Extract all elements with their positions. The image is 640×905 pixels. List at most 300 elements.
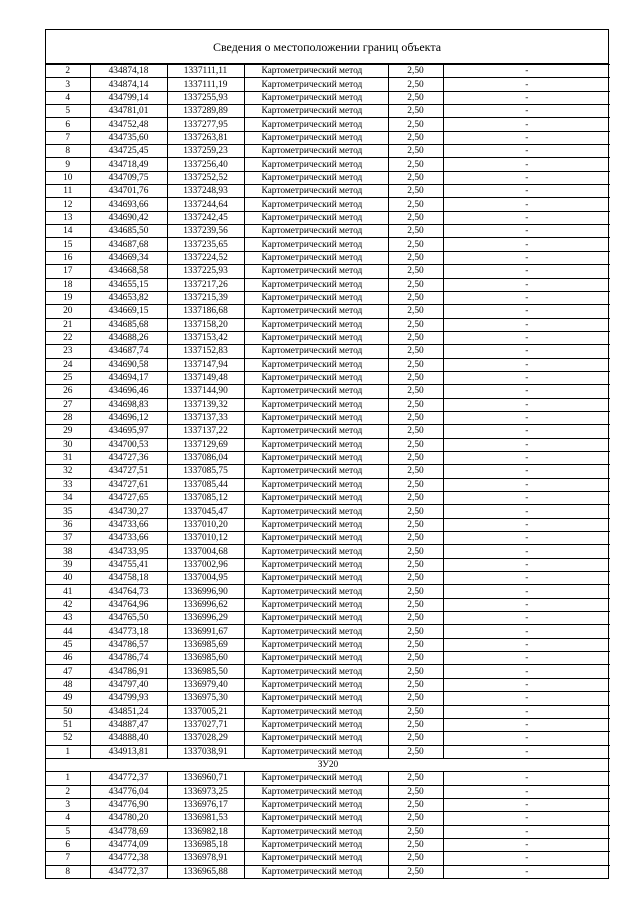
y-coordinate-cell: 1337144,90 (167, 385, 244, 398)
x-coordinate-cell: 434733,95 (90, 545, 167, 558)
y-coordinate-cell: 1337027,71 (167, 718, 244, 731)
y-coordinate-cell: 1337239,56 (167, 225, 244, 238)
table-row (46, 532, 610, 545)
note-cell: - (443, 598, 610, 611)
note-cell: - (443, 425, 610, 438)
method-cell: Картометрический метод (244, 438, 388, 451)
method-cell: Картометрический метод (244, 131, 388, 144)
accuracy-cell: 2,50 (388, 278, 443, 291)
note-cell: - (443, 318, 610, 331)
accuracy-cell: 2,50 (388, 492, 443, 505)
accuracy-cell: 2,50 (388, 772, 443, 785)
method-cell: Картометрический метод (244, 585, 388, 598)
x-coordinate-cell: 434874,14 (90, 78, 167, 91)
y-coordinate-cell: 1337224,52 (167, 251, 244, 264)
x-coordinate-cell: 434874,18 (90, 65, 167, 78)
x-coordinate-cell: 434799,93 (90, 692, 167, 705)
x-coordinate-cell: 434727,36 (90, 451, 167, 464)
note-cell: - (443, 518, 610, 531)
note-cell: - (443, 371, 610, 384)
y-coordinate-cell: 1337002,96 (167, 558, 244, 571)
note-cell: - (443, 131, 610, 144)
method-cell: Картометрический метод (244, 425, 388, 438)
point-number-cell: 46 (46, 652, 90, 665)
note-cell: - (443, 865, 610, 878)
point-number-cell: 24 (46, 358, 90, 371)
table-row (46, 585, 610, 598)
x-coordinate-cell: 434696,12 (90, 411, 167, 424)
point-number-cell: 28 (46, 411, 90, 424)
y-coordinate-cell: 1336985,18 (167, 838, 244, 851)
y-coordinate-cell: 1337252,52 (167, 171, 244, 184)
accuracy-cell: 2,50 (388, 131, 443, 144)
x-coordinate-cell: 434669,15 (90, 305, 167, 318)
y-coordinate-cell: 1337235,65 (167, 238, 244, 251)
y-coordinate-cell: 1337137,22 (167, 425, 244, 438)
method-cell: Картометрический метод (244, 411, 388, 424)
y-coordinate-cell: 1337085,75 (167, 465, 244, 478)
table-row (46, 638, 610, 651)
note-cell: - (443, 345, 610, 358)
note-cell: - (443, 385, 610, 398)
note-cell: - (443, 612, 610, 625)
point-number-cell: 5 (46, 825, 90, 838)
y-coordinate-cell: 1337225,93 (167, 265, 244, 278)
method-cell: Картометрический метод (244, 732, 388, 745)
x-coordinate-cell: 434718,49 (90, 158, 167, 171)
method-cell: Картометрический метод (244, 305, 388, 318)
point-number-cell: 34 (46, 492, 90, 505)
accuracy-cell: 2,50 (388, 358, 443, 371)
note-cell: - (443, 678, 610, 691)
y-coordinate-cell: 1337010,20 (167, 518, 244, 531)
point-number-cell: 8 (46, 145, 90, 158)
accuracy-cell: 2,50 (388, 625, 443, 638)
point-number-cell: 23 (46, 345, 90, 358)
accuracy-cell: 2,50 (388, 105, 443, 118)
point-number-cell: 14 (46, 225, 90, 238)
x-coordinate-cell: 434786,91 (90, 665, 167, 678)
table-row (46, 812, 610, 825)
table-row (46, 652, 610, 665)
note-cell: - (443, 852, 610, 865)
method-cell: Картометрический метод (244, 625, 388, 638)
table-row (46, 211, 610, 224)
accuracy-cell: 2,50 (388, 812, 443, 825)
method-cell: Картометрический метод (244, 638, 388, 651)
accuracy-cell: 2,50 (388, 171, 443, 184)
method-cell: Картометрический метод (244, 838, 388, 851)
note-cell: - (443, 572, 610, 585)
point-number-cell: 8 (46, 865, 90, 878)
method-cell: Картометрический метод (244, 238, 388, 251)
accuracy-cell: 2,50 (388, 692, 443, 705)
note-cell: - (443, 398, 610, 411)
point-number-cell: 51 (46, 718, 90, 731)
x-coordinate-cell: 434799,14 (90, 91, 167, 104)
table-row (46, 558, 610, 571)
accuracy-cell: 2,50 (388, 91, 443, 104)
y-coordinate-cell: 1336982,18 (167, 825, 244, 838)
note-cell: - (443, 798, 610, 811)
document-title: Сведения о местоположении границ объекта (46, 30, 608, 64)
x-coordinate-cell: 434727,61 (90, 478, 167, 491)
method-cell: Картометрический метод (244, 678, 388, 691)
point-number-cell: 33 (46, 478, 90, 491)
table-row (46, 118, 610, 131)
x-coordinate-cell: 434776,90 (90, 798, 167, 811)
x-coordinate-cell: 434696,46 (90, 385, 167, 398)
x-coordinate-cell: 434913,81 (90, 745, 167, 758)
table-row (46, 105, 610, 118)
note-cell: - (443, 558, 610, 571)
y-coordinate-cell: 1336981,53 (167, 812, 244, 825)
note-cell: - (443, 585, 610, 598)
point-number-cell: 5 (46, 105, 90, 118)
note-cell: - (443, 812, 610, 825)
x-coordinate-cell: 434851,24 (90, 705, 167, 718)
point-number-cell: 50 (46, 705, 90, 718)
y-coordinate-cell: 1337153,42 (167, 331, 244, 344)
method-cell: Картометрический метод (244, 331, 388, 344)
x-coordinate-cell: 434698,83 (90, 398, 167, 411)
accuracy-cell: 2,50 (388, 291, 443, 304)
x-coordinate-cell: 434774,09 (90, 838, 167, 851)
note-cell: - (443, 838, 610, 851)
point-number-cell: 18 (46, 278, 90, 291)
method-cell: Картометрический метод (244, 825, 388, 838)
table-row (46, 465, 610, 478)
x-coordinate-cell: 434888,40 (90, 732, 167, 745)
table-row (46, 185, 610, 198)
x-coordinate-cell: 434694,17 (90, 371, 167, 384)
document-sheet (45, 29, 609, 879)
x-coordinate-cell: 434752,48 (90, 118, 167, 131)
point-number-cell: 30 (46, 438, 90, 451)
table-row (46, 358, 610, 371)
note-cell: - (443, 638, 610, 651)
table-row (46, 785, 610, 798)
table-row (46, 612, 610, 625)
table-row (46, 278, 610, 291)
table-row (46, 251, 610, 264)
method-cell: Картометрический метод (244, 518, 388, 531)
accuracy-cell: 2,50 (388, 305, 443, 318)
x-coordinate-cell: 434733,66 (90, 532, 167, 545)
table-row (46, 572, 610, 585)
x-coordinate-cell: 434688,26 (90, 331, 167, 344)
note-cell: - (443, 78, 610, 91)
y-coordinate-cell: 1336979,40 (167, 678, 244, 691)
note-cell: - (443, 225, 610, 238)
table-row (46, 798, 610, 811)
table-row (46, 625, 610, 638)
point-number-cell: 11 (46, 185, 90, 198)
x-coordinate-cell: 434687,74 (90, 345, 167, 358)
method-cell: Картометрический метод (244, 171, 388, 184)
table-row (46, 171, 610, 184)
y-coordinate-cell: 1337045,47 (167, 505, 244, 518)
point-number-cell: 17 (46, 265, 90, 278)
x-coordinate-cell: 434765,50 (90, 612, 167, 625)
accuracy-cell: 2,50 (388, 478, 443, 491)
note-cell: - (443, 291, 610, 304)
y-coordinate-cell: 1337289,89 (167, 105, 244, 118)
y-coordinate-cell: 1337186,68 (167, 305, 244, 318)
x-coordinate-cell: 434797,40 (90, 678, 167, 691)
method-cell: Картометрический метод (244, 65, 388, 78)
accuracy-cell: 2,50 (388, 665, 443, 678)
table-row (46, 78, 610, 91)
table-row (46, 411, 610, 424)
table-row (46, 838, 610, 851)
note-cell: - (443, 185, 610, 198)
table-row (46, 371, 610, 384)
y-coordinate-cell: 1336960,71 (167, 772, 244, 785)
y-coordinate-cell: 1336985,69 (167, 638, 244, 651)
note-cell: - (443, 625, 610, 638)
section-label: ЗУ20 (46, 758, 610, 771)
note-cell: - (443, 265, 610, 278)
method-cell: Картометрический метод (244, 612, 388, 625)
accuracy-cell: 2,50 (388, 451, 443, 464)
x-coordinate-cell: 434727,65 (90, 492, 167, 505)
y-coordinate-cell: 1336975,30 (167, 692, 244, 705)
point-number-cell: 25 (46, 371, 90, 384)
point-number-cell: 42 (46, 598, 90, 611)
x-coordinate-cell: 434701,76 (90, 185, 167, 198)
point-number-cell: 4 (46, 91, 90, 104)
method-cell: Картометрический метод (244, 278, 388, 291)
point-number-cell: 7 (46, 131, 90, 144)
x-coordinate-cell: 434778,69 (90, 825, 167, 838)
note-cell: - (443, 532, 610, 545)
x-coordinate-cell: 434690,58 (90, 358, 167, 371)
method-cell: Картометрический метод (244, 91, 388, 104)
point-number-cell: 3 (46, 78, 90, 91)
y-coordinate-cell: 1336996,29 (167, 612, 244, 625)
method-cell: Картометрический метод (244, 211, 388, 224)
x-coordinate-cell: 434693,66 (90, 198, 167, 211)
table-row (46, 772, 610, 785)
accuracy-cell: 2,50 (388, 518, 443, 531)
y-coordinate-cell: 1337085,44 (167, 478, 244, 491)
method-cell: Картометрический метод (244, 572, 388, 585)
x-coordinate-cell: 434709,75 (90, 171, 167, 184)
point-number-cell: 1 (46, 772, 90, 785)
accuracy-cell: 2,50 (388, 718, 443, 731)
x-coordinate-cell: 434772,37 (90, 772, 167, 785)
note-cell: - (443, 745, 610, 758)
y-coordinate-cell: 1337259,23 (167, 145, 244, 158)
table-row (46, 745, 610, 758)
point-number-cell: 9 (46, 158, 90, 171)
accuracy-cell: 2,50 (388, 598, 443, 611)
point-number-cell: 52 (46, 732, 90, 745)
y-coordinate-cell: 1337086,04 (167, 451, 244, 464)
y-coordinate-cell: 1337005,21 (167, 705, 244, 718)
table-row (46, 158, 610, 171)
accuracy-cell: 2,50 (388, 585, 443, 598)
accuracy-cell: 2,50 (388, 198, 443, 211)
method-cell: Картометрический метод (244, 185, 388, 198)
x-coordinate-cell: 434727,51 (90, 465, 167, 478)
table-row (46, 305, 610, 318)
method-cell: Картометрический метод (244, 371, 388, 384)
point-number-cell: 19 (46, 291, 90, 304)
point-number-cell: 3 (46, 798, 90, 811)
y-coordinate-cell: 1337129,69 (167, 438, 244, 451)
method-cell: Картометрический метод (244, 358, 388, 371)
accuracy-cell: 2,50 (388, 558, 443, 571)
x-coordinate-cell: 434687,68 (90, 238, 167, 251)
table-row (46, 131, 610, 144)
point-number-cell: 47 (46, 665, 90, 678)
table-row (46, 598, 610, 611)
note-cell: - (443, 358, 610, 371)
y-coordinate-cell: 1337244,64 (167, 198, 244, 211)
y-coordinate-cell: 1337137,33 (167, 411, 244, 424)
note-cell: - (443, 331, 610, 344)
point-number-cell: 16 (46, 251, 90, 264)
x-coordinate-cell: 434735,60 (90, 131, 167, 144)
table-row (46, 451, 610, 464)
method-cell: Картометрический метод (244, 705, 388, 718)
table-row (46, 865, 610, 878)
table-row (46, 198, 610, 211)
x-coordinate-cell: 434758,18 (90, 572, 167, 585)
table-row (46, 852, 610, 865)
accuracy-cell: 2,50 (388, 318, 443, 331)
method-cell: Картометрический метод (244, 398, 388, 411)
note-cell: - (443, 825, 610, 838)
point-number-cell: 48 (46, 678, 90, 691)
accuracy-cell: 2,50 (388, 238, 443, 251)
method-cell: Картометрический метод (244, 118, 388, 131)
accuracy-cell: 2,50 (388, 345, 443, 358)
point-number-cell: 22 (46, 331, 90, 344)
y-coordinate-cell: 1337004,95 (167, 572, 244, 585)
note-cell: - (443, 211, 610, 224)
table-row (46, 238, 610, 251)
table-row (46, 145, 610, 158)
y-coordinate-cell: 1337263,81 (167, 131, 244, 144)
accuracy-cell: 2,50 (388, 78, 443, 91)
point-number-cell: 29 (46, 425, 90, 438)
accuracy-cell: 2,50 (388, 331, 443, 344)
point-number-cell: 43 (46, 612, 90, 625)
method-cell: Картометрический метод (244, 105, 388, 118)
note-cell: - (443, 118, 610, 131)
point-number-cell: 36 (46, 518, 90, 531)
method-cell: Картометрический метод (244, 718, 388, 731)
accuracy-cell: 2,50 (388, 65, 443, 78)
table-row (46, 265, 610, 278)
x-coordinate-cell: 434653,82 (90, 291, 167, 304)
x-coordinate-cell: 434764,96 (90, 598, 167, 611)
table-row (46, 385, 610, 398)
point-number-cell: 45 (46, 638, 90, 651)
table-row (46, 425, 610, 438)
accuracy-cell: 2,50 (388, 852, 443, 865)
point-number-cell: 7 (46, 852, 90, 865)
note-cell: - (443, 692, 610, 705)
method-cell: Картометрический метод (244, 772, 388, 785)
note-cell: - (443, 478, 610, 491)
note-cell: - (443, 171, 610, 184)
accuracy-cell: 2,50 (388, 225, 443, 238)
y-coordinate-cell: 1336965,88 (167, 865, 244, 878)
accuracy-cell: 2,50 (388, 545, 443, 558)
point-number-cell: 6 (46, 118, 90, 131)
table-row (46, 518, 610, 531)
x-coordinate-cell: 434668,58 (90, 265, 167, 278)
accuracy-cell: 2,50 (388, 251, 443, 264)
note-cell: - (443, 198, 610, 211)
point-number-cell: 13 (46, 211, 90, 224)
x-coordinate-cell: 434780,20 (90, 812, 167, 825)
point-number-cell: 44 (46, 625, 90, 638)
y-coordinate-cell: 1337038,91 (167, 745, 244, 758)
method-cell: Картометрический метод (244, 852, 388, 865)
y-coordinate-cell: 1336985,50 (167, 665, 244, 678)
x-coordinate-cell: 434773,18 (90, 625, 167, 638)
accuracy-cell: 2,50 (388, 785, 443, 798)
y-coordinate-cell: 1337004,68 (167, 545, 244, 558)
point-number-cell: 4 (46, 812, 90, 825)
x-coordinate-cell: 434690,42 (90, 211, 167, 224)
y-coordinate-cell: 1337085,12 (167, 492, 244, 505)
y-coordinate-cell: 1336976,17 (167, 798, 244, 811)
note-cell: - (443, 652, 610, 665)
y-coordinate-cell: 1337158,20 (167, 318, 244, 331)
point-number-cell: 21 (46, 318, 90, 331)
point-number-cell: 31 (46, 451, 90, 464)
note-cell: - (443, 305, 610, 318)
accuracy-cell: 2,50 (388, 745, 443, 758)
accuracy-cell: 2,50 (388, 798, 443, 811)
method-cell: Картометрический метод (244, 198, 388, 211)
accuracy-cell: 2,50 (388, 465, 443, 478)
x-coordinate-cell: 434786,57 (90, 638, 167, 651)
method-cell: Картометрический метод (244, 318, 388, 331)
table-row (46, 718, 610, 731)
note-cell: - (443, 732, 610, 745)
method-cell: Картометрический метод (244, 532, 388, 545)
point-number-cell: 35 (46, 505, 90, 518)
y-coordinate-cell: 1337028,29 (167, 732, 244, 745)
accuracy-cell: 2,50 (388, 385, 443, 398)
accuracy-cell: 2,50 (388, 732, 443, 745)
table-row (46, 345, 610, 358)
y-coordinate-cell: 1337242,45 (167, 211, 244, 224)
point-number-cell: 37 (46, 532, 90, 545)
table-row (46, 505, 610, 518)
y-coordinate-cell: 1337152,83 (167, 345, 244, 358)
table-row (46, 545, 610, 558)
y-coordinate-cell: 1337111,11 (167, 65, 244, 78)
accuracy-cell: 2,50 (388, 265, 443, 278)
table-row (46, 291, 610, 304)
point-number-cell: 12 (46, 198, 90, 211)
method-cell: Картометрический метод (244, 251, 388, 264)
table-row (46, 678, 610, 691)
point-number-cell: 32 (46, 465, 90, 478)
accuracy-cell: 2,50 (388, 158, 443, 171)
accuracy-cell: 2,50 (388, 532, 443, 545)
table-row (46, 91, 610, 104)
note-cell: - (443, 665, 610, 678)
